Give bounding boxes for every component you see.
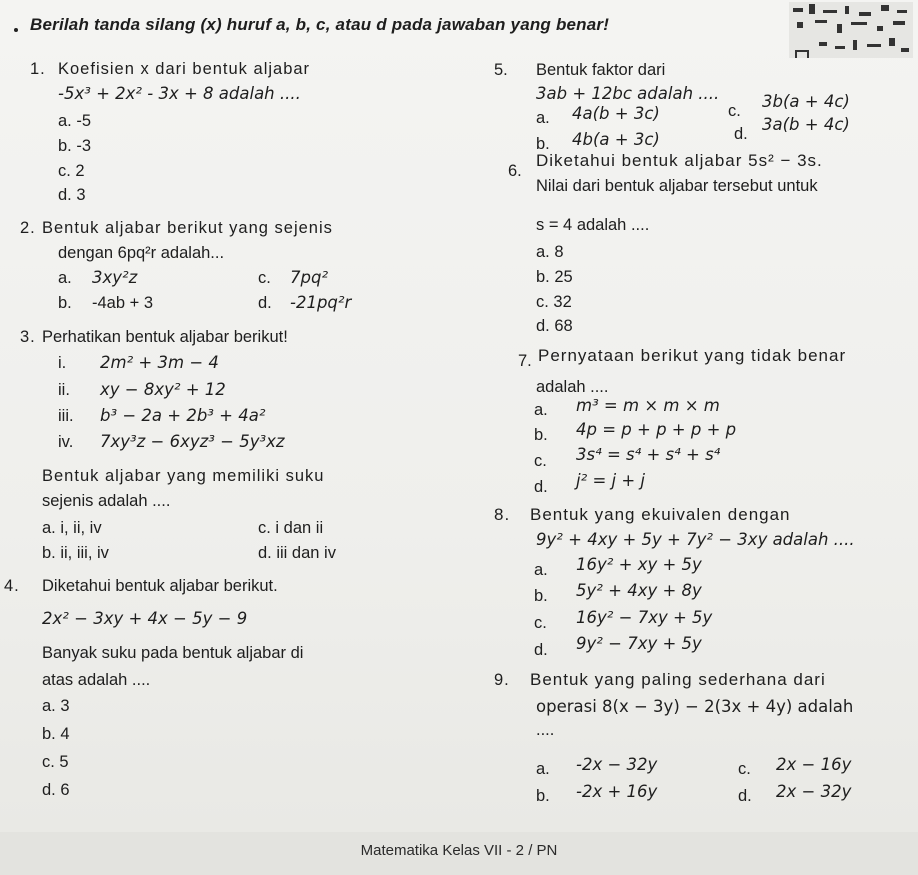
q8-option-c[interactable]: 16y² − 7xy + 5y — [576, 608, 713, 627]
q5-option-a-key[interactable]: a. — [536, 109, 550, 127]
q9-ellipsis: .... — [536, 721, 555, 739]
q9-option-b-key[interactable]: b. — [536, 787, 550, 805]
q6-stem: Diketahui bentuk aljabar 5s² − 3s. — [536, 151, 823, 170]
q8-option-a[interactable]: 16y² + xy + 5y — [576, 555, 702, 574]
q1-option-b[interactable]: b. -3 — [58, 137, 92, 155]
q4-option-b[interactable]: b. 4 — [42, 725, 70, 743]
q7-option-c-key[interactable]: c. — [534, 452, 547, 470]
q5-number: 5. — [494, 61, 508, 79]
q3-item-iv: 7xy³z − 6xyz³ − 5y³xz — [100, 432, 285, 451]
q8-option-c-key[interactable]: c. — [534, 614, 547, 632]
q3-option-a[interactable]: a. i, ii, iv — [42, 519, 102, 537]
q9-option-a-key[interactable]: a. — [536, 760, 550, 778]
q5-option-d[interactable]: 3a(b + 4c) — [762, 115, 850, 134]
qr-code-image — [789, 2, 913, 58]
q2-stem: Bentuk aljabar berikut yang sejenis — [42, 219, 333, 237]
q1-option-a[interactable]: a. -5 — [58, 112, 92, 130]
q4-option-a[interactable]: a. 3 — [42, 697, 70, 715]
q4-option-d[interactable]: d. 6 — [42, 781, 70, 799]
q8-number: 8. — [494, 505, 511, 524]
q2-option-c-key[interactable]: c. — [258, 269, 271, 287]
q4-number: 4. — [4, 577, 20, 595]
q7-stem-line2: adalah .... — [536, 378, 609, 396]
q4-stem-line2: Banyak suku pada bentuk aljabar di — [42, 644, 304, 662]
q5-option-b[interactable]: 4b(a + 3c) — [572, 130, 660, 149]
q5-expression: 3ab + 12bc adalah .... — [536, 84, 720, 103]
q9-option-b[interactable]: -2x + 16y — [576, 782, 658, 801]
page-footer: Matematika Kelas VII - 2 / PN — [360, 842, 558, 859]
q9-option-d-key[interactable]: d. — [738, 787, 752, 805]
q6-stem-line2: Nilai dari bentuk aljabar tersebut untuk — [536, 177, 818, 195]
q7-option-a[interactable]: m³ = m × m × m — [576, 396, 720, 415]
q3-option-c[interactable]: c. i dan ii — [258, 519, 324, 537]
q2-stem-line2: dengan 6pq²r adalah... — [58, 244, 225, 262]
q2-number: 2. — [20, 219, 36, 237]
q9-option-c[interactable]: 2x − 16y — [776, 755, 852, 774]
q2-option-d[interactable]: -21pq²r — [290, 293, 352, 312]
q3-stem-line3: sejenis adalah .... — [42, 492, 171, 510]
q1-stem: Koefisien x dari bentuk aljabar — [58, 60, 311, 78]
instruction-heading: Berilah tanda silang (x) huruf a, b, c, atau d pada jawaban yang benar! — [30, 15, 610, 34]
q6-option-a[interactable]: a. 8 — [536, 243, 564, 261]
q7-stem: Pernyataan berikut yang tidak benar — [538, 346, 847, 365]
q2-option-d-key[interactable]: d. — [258, 294, 272, 312]
q9-option-a[interactable]: -2x − 32y — [576, 755, 658, 774]
q8-option-b-key[interactable]: b. — [534, 587, 548, 605]
q8-option-b[interactable]: 5y² + 4xy + 8y — [576, 581, 702, 600]
q4-option-c[interactable]: c. 5 — [42, 753, 69, 771]
q4-stem-line3: atas adalah .... — [42, 671, 151, 689]
q1-expression: -5x³ + 2x² - 3x + 8 adalah .... — [58, 84, 301, 103]
q9-expression: operasi 8(x − 3y) − 2(3x + 4y) adalah — [536, 697, 854, 716]
q3-number: 3. — [20, 328, 36, 346]
q8-stem: Bentuk yang ekuivalen dengan — [530, 505, 791, 524]
q2-option-a-key[interactable]: a. — [58, 269, 72, 287]
q5-stem: Bentuk faktor dari — [536, 61, 666, 79]
q8-expression: 9y² + 4xy + 5y + 7y² − 3xy adalah .... — [536, 530, 855, 549]
q3-item-ii: xy − 8xy² + 12 — [100, 380, 226, 399]
q3-item-i-key: i. — [58, 354, 67, 372]
q2-option-c[interactable]: 7pq² — [290, 268, 329, 287]
q5-option-d-key[interactable]: d. — [734, 125, 748, 143]
q9-number: 9. — [494, 671, 510, 689]
q6-number: 6. — [508, 162, 522, 180]
q2-option-b[interactable]: -4ab + 3 — [92, 294, 154, 312]
q5-option-a[interactable]: 4a(b + 3c) — [572, 104, 660, 123]
q8-option-a-key[interactable]: a. — [534, 561, 548, 579]
q3-stem-line2: Bentuk aljabar yang memiliki suku — [42, 467, 325, 485]
q7-option-d-key[interactable]: d. — [534, 478, 548, 496]
q9-option-c-key[interactable]: c. — [738, 760, 751, 778]
q6-option-d[interactable]: d. 68 — [536, 317, 573, 335]
bullet-dot — [14, 28, 18, 32]
q3-stem: Perhatikan bentuk aljabar berikut! — [42, 328, 288, 346]
q7-option-c[interactable]: 3s⁴ = s⁴ + s⁴ + s⁴ — [576, 445, 721, 464]
q3-option-b[interactable]: b. ii, iii, iv — [42, 544, 109, 562]
q6-option-b[interactable]: b. 25 — [536, 268, 573, 286]
q6-option-c[interactable]: c. 32 — [536, 293, 572, 311]
q5-option-b-key[interactable]: b. — [536, 135, 550, 153]
q3-item-iii: b³ − 2a + 2b³ + 4a² — [100, 406, 266, 425]
q3-item-iv-key: iv. — [58, 433, 74, 451]
q7-option-d[interactable]: j² = j + j — [576, 471, 645, 490]
q6-stem-line3: s = 4 adalah .... — [536, 216, 650, 234]
q5-option-c[interactable]: 3b(a + 4c) — [762, 92, 850, 111]
q8-option-d[interactable]: 9y² − 7xy + 5y — [576, 634, 702, 653]
q7-option-b[interactable]: 4p = p + p + p + p — [576, 420, 737, 439]
q7-option-a-key[interactable]: a. — [534, 401, 548, 419]
q1-option-c[interactable]: c. 2 — [58, 162, 85, 180]
q4-expression: 2x² − 3xy + 4x − 5y − 9 — [42, 609, 248, 628]
q8-option-d-key[interactable]: d. — [534, 641, 548, 659]
q1-number: 1. — [30, 60, 46, 78]
q2-option-a[interactable]: 3xy²z — [92, 268, 138, 287]
q5-option-c-key[interactable]: c. — [728, 102, 741, 120]
q3-option-d[interactable]: d. iii dan iv — [258, 544, 336, 562]
q9-option-d[interactable]: 2x − 32y — [776, 782, 852, 801]
q4-stem: Diketahui bentuk aljabar berikut. — [42, 577, 278, 595]
q2-option-b-key[interactable]: b. — [58, 294, 72, 312]
q3-item-iii-key: iii. — [58, 407, 74, 425]
q3-item-ii-key: ii. — [58, 381, 70, 399]
q7-option-b-key[interactable]: b. — [534, 426, 548, 444]
q9-stem: Bentuk yang paling sederhana dari — [530, 670, 826, 689]
q7-number: 7. — [518, 352, 532, 370]
q1-option-d[interactable]: d. 3 — [58, 186, 86, 204]
q3-item-i: 2m² + 3m − 4 — [100, 353, 219, 372]
